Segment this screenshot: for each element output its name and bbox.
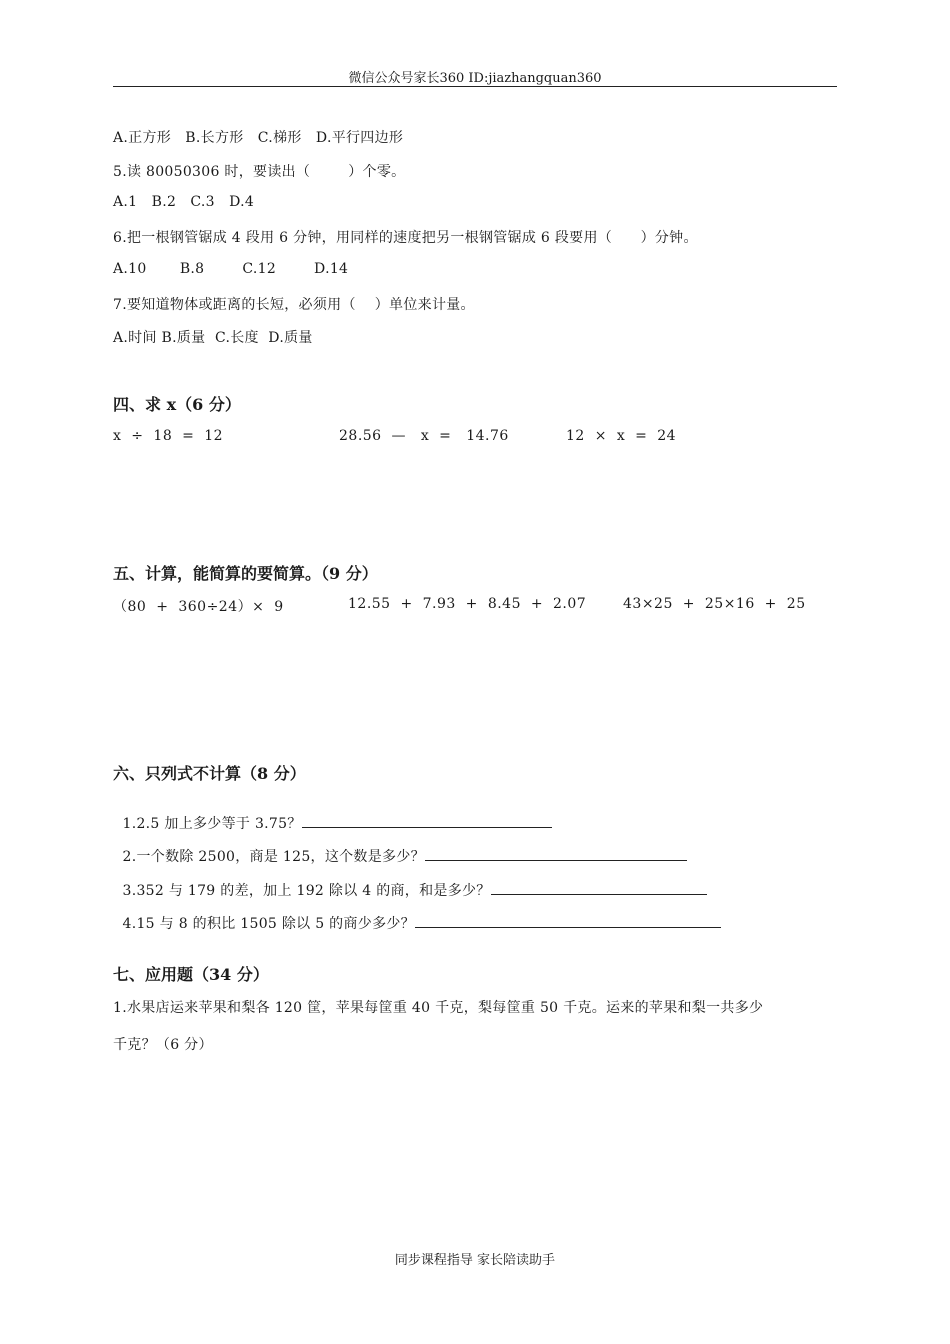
q5-question: 5.读 80050306 时，要读出（ ）个零。	[113, 164, 406, 180]
s6-q1-text: 1.2.5 加上多少等于 3.75？	[122, 816, 302, 832]
q6-options: A.10 B.8 C.12 D.14	[113, 261, 349, 277]
s6-q4-text: 4.15 与 8 的积比 1505 除以 5 的商少多少？	[122, 916, 415, 932]
equation-3: 12 × x = 24	[566, 428, 677, 444]
s6-q2-text: 2.一个数除 2500，商是 125，这个数是多少？	[122, 849, 425, 865]
list-item	[113, 897, 721, 933]
equation-1: x ÷ 18 = 12	[113, 428, 224, 444]
answer-blank-1[interactable]	[302, 813, 552, 828]
s7-q1-line2: 千克？（6 分）	[113, 1037, 213, 1053]
expression-1: （80 + 360÷24）× 9	[113, 599, 284, 615]
expression-2: 12.55 + 7.93 + 8.45 + 2.07	[348, 596, 587, 612]
s7-q1-line1: 1.水果店运来苹果和梨各 120 筐，苹果每筐重 40 千克，梨每筐重 50 千克。运来的苹果和梨一共多少	[113, 1000, 764, 1016]
equation-2: 28.56 — x = 14.76	[339, 428, 509, 444]
q5-options: A.1 B.2 C.3 D.4	[113, 194, 255, 210]
list-item	[113, 797, 552, 833]
q4-options: A.正方形 B.长方形 C.梯形 D.平行四边形	[113, 130, 404, 146]
s6-q3-text: 3.352 与 179 的差，加上 192 除以 4 的商，和是多少？	[122, 883, 491, 899]
q7-question: 7.要知道物体或距离的长短，必须用（ ）单位来计量。	[113, 297, 475, 313]
q7-options: A.时间 B.质量 C.长度 D.质量	[113, 330, 313, 346]
page-footer: 同步课程指导 家长陪读助手	[394, 1253, 556, 1268]
section6-heading: 六、只列式不计算（8 分）	[113, 764, 306, 783]
expression-3: 43×25 + 25×16 + 25	[623, 596, 806, 612]
list-item	[113, 830, 687, 866]
section5-heading: 五、计算，能简算的要简算。（9 分）	[113, 564, 378, 583]
answer-blank-2[interactable]	[425, 846, 687, 861]
page-header: 微信公众号家长360 ID:jiazhangquan360	[348, 71, 602, 86]
q6-question: 6.把一根钢管锯成 4 段用 6 分钟，用同样的速度把另一根钢管锯成 6 段要用（ ）分钟。	[113, 230, 698, 246]
section4-heading: 四、求 x（6 分）	[113, 395, 241, 414]
answer-blank-4[interactable]	[415, 913, 721, 928]
header-divider	[113, 86, 837, 87]
list-item	[113, 864, 707, 900]
answer-blank-3[interactable]	[491, 880, 707, 895]
section7-heading: 七、应用题（34 分）	[113, 965, 269, 984]
